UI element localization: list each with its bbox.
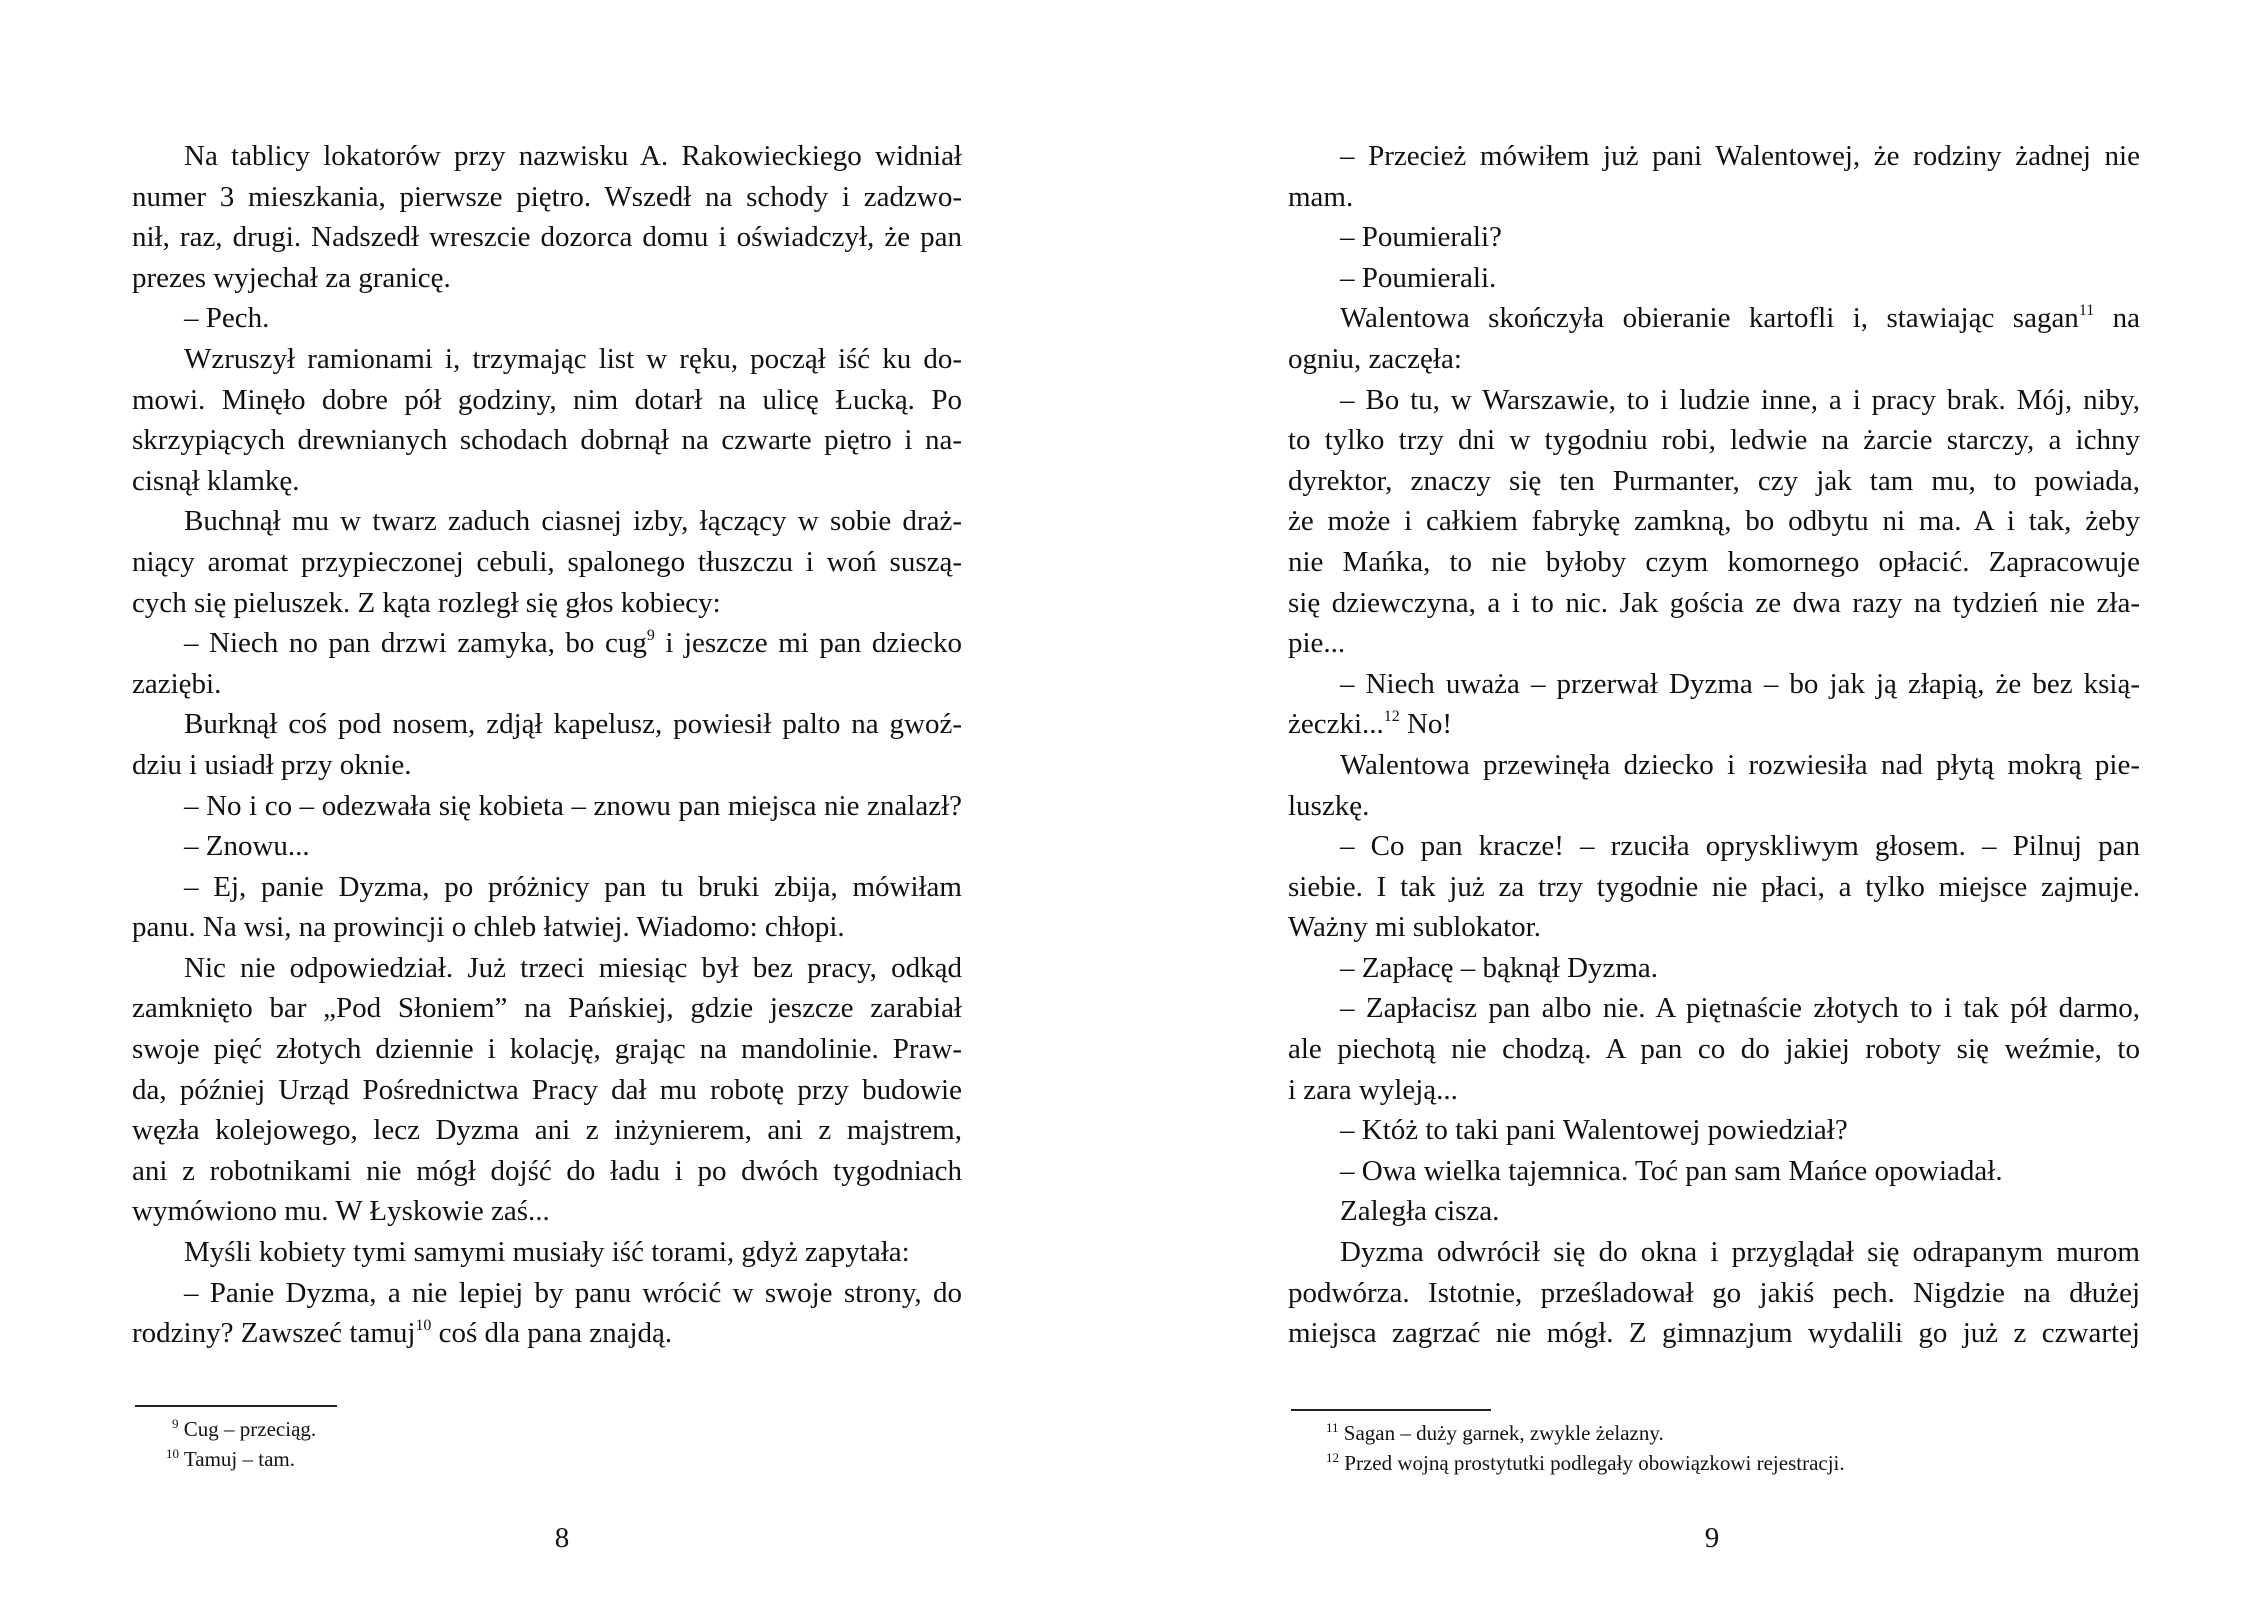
footnote-12 <box>1326 1448 1845 1478</box>
line-text: Buchnął mu w twarz zaduch ciasnej izby, łączący w sobie draż- <box>184 505 962 538</box>
line-text-after-ref: No! <box>1399 708 1453 741</box>
text-line <box>132 583 962 624</box>
line-text: rodziny? Zawszeć tamuj <box>132 1317 416 1350</box>
text-line <box>132 542 962 583</box>
line-text-after-ref: na <box>2094 302 2140 335</box>
text-line <box>1288 623 2140 664</box>
line-text: nił, raz, drugi. Nadszedł wreszcie dozorca domu i oświadczył, że pan <box>132 221 962 254</box>
text-line <box>132 1273 962 1314</box>
footnote-text: Przed wojną prostytutki podlegały obowiązkowi rejestracji. <box>1344 1451 1845 1475</box>
text-line <box>132 988 962 1029</box>
line-text: Wzruszył ramionami i, trzymając list w ręku, począł iść ku do- <box>184 342 962 375</box>
text-line <box>132 339 962 380</box>
footnote-number: 10 <box>166 1446 180 1462</box>
text-line <box>1288 420 2140 461</box>
text-line <box>132 298 962 339</box>
text-line <box>132 258 962 299</box>
line-text: siebie. I tak już za trzy tygodnie nie płaci, a tylko miejsce zajmuje. <box>1288 870 2140 903</box>
line-text: mam. <box>1288 180 1354 213</box>
footnote-text: Tamuj – tam. <box>183 1447 295 1471</box>
line-text: – Niech uważa – przerwał Dyzma – bo jak ją złapią, że bez ksią- <box>1340 667 2140 700</box>
line-text: – Któż to taki pani Walentowej powiedział? <box>1340 1114 1848 1147</box>
line-text: i zara wyleją... <box>1288 1073 1458 1106</box>
text-line <box>1288 948 2140 989</box>
text-line <box>1288 704 2140 745</box>
line-text: miejsca zagrzać nie mógł. Z gimnazjum wydalili go już z czwartej <box>1288 1317 2140 1350</box>
line-text: Walentowa przewinęła dziecko i rozwiesiła nad płytą mokrą pie- <box>1340 748 2140 781</box>
line-text: dziu i usiadł przy oknie. <box>132 748 412 781</box>
body-text <box>132 136 962 1354</box>
line-text: niący aromat przypieczonej cebuli, spalonego tłuszczu i woń suszą- <box>132 545 962 578</box>
line-text: – Znowu... <box>184 830 310 863</box>
line-text: dyrektor, znaczy się ten Purmanter, czy jak tam mu, to powiada, <box>1288 464 2140 497</box>
footnote-ref: 10 <box>415 1317 432 1335</box>
left-page <box>132 0 962 1615</box>
line-text: mowi. Minęło dobre pół godziny, nim dotarł na ulicę Łucką. Po <box>132 383 962 416</box>
text-line <box>132 1029 962 1070</box>
text-line <box>132 1232 962 1273</box>
line-text: swoje pięć złotych dziennie i kolację, grając na mandolinie. Praw- <box>132 1033 962 1066</box>
line-text: – Przecież mówiłem już pani Walentowej, że rodziny żadnej nie <box>1340 140 2140 172</box>
footnote-10 <box>166 1444 295 1474</box>
text-line <box>1288 258 2140 299</box>
line-text-after-ref: i jeszcze mi pan dziecko <box>654 627 962 660</box>
text-line <box>132 1151 962 1192</box>
text-line <box>132 420 962 461</box>
line-text: to tylko trzy dni w tygodniu robi, ledwie na żarcie starczy, a ichny <box>1288 424 2140 457</box>
text-line <box>1288 298 2140 339</box>
footnote-rule <box>135 1405 337 1407</box>
line-text: – Pech. <box>184 302 270 335</box>
line-text: – Owa wielka tajemnica. Toć pan sam Mańce opowiadał. <box>1340 1154 2003 1187</box>
line-text: się dziewczyna, a i to nic. Jak gościa ze dwa razy na tydzień nie zła- <box>1288 586 2140 619</box>
footnote-11 <box>1326 1418 1664 1448</box>
text-line <box>132 461 962 502</box>
text-line <box>132 177 962 218</box>
footnote-text: Sagan – duży garnek, zwykle żelazny. <box>1343 1421 1664 1445</box>
text-line <box>1288 1191 2140 1232</box>
line-text: ale piechotą nie chodzą. A pan co do jakiej roboty się weźmie, to <box>1288 1033 2140 1066</box>
line-text: zaziębi. <box>132 667 222 700</box>
page-number: 8 <box>554 1522 570 1554</box>
text-line <box>1288 664 2140 705</box>
line-text: – Poumierali? <box>1340 221 1502 254</box>
text-line <box>132 745 962 786</box>
footnote-text: Cug – przeciąg. <box>183 1417 317 1441</box>
line-text: – Zapłacisz pan albo nie. A piętnaście złotych to i tak pół darmo, <box>1340 992 2140 1025</box>
line-text: Walentowa skończyła obieranie kartofli i, stawiając sagan <box>1340 302 2079 335</box>
text-line <box>132 623 962 664</box>
footnote-ref: 9 <box>646 627 655 645</box>
text-line <box>132 704 962 745</box>
text-line <box>132 664 962 705</box>
line-text: Myśli kobiety tymi samymi musiały iść torami, gdyż zapytała: <box>184 1236 910 1269</box>
page-number: 9 <box>1704 1522 1720 1554</box>
line-text: pie... <box>1288 627 1346 660</box>
line-text: – Bo tu, w Warszawie, to i ludzie inne, a i pracy brak. Mój, niby, <box>1340 383 2140 416</box>
line-text: cych się pieluszek. Z kąta rozległ się głos kobiecy: <box>132 586 721 619</box>
line-text: – Panie Dyzma, a nie lepiej by panu wrócić w swoje strony, do <box>184 1276 962 1309</box>
line-text: nie Mańka, to nie byłoby czym komornego opłacić. Zapracowuje <box>1288 545 2140 578</box>
text-line <box>132 1070 962 1111</box>
text-line <box>132 907 962 948</box>
line-text: zamknięto bar „Pod Słoniem” na Pańskiej, gdzie jeszcze zarabiał <box>132 992 962 1025</box>
text-line <box>132 1313 962 1354</box>
line-text: – Co pan kracze! – rzuciła opryskliwym głosem. – Pilnuj pan <box>1340 830 2140 863</box>
line-text: – Zapłacę – bąknął Dyzma. <box>1340 951 1659 984</box>
line-text: panu. Na wsi, na prowincji o chleb łatwiej. Wiadomo: chłopi. <box>132 911 845 944</box>
text-line <box>1288 786 2140 827</box>
text-line <box>1288 339 2140 380</box>
footnote-number: 9 <box>172 1416 179 1432</box>
line-text: luszkę. <box>1288 789 1370 822</box>
line-text: cisnął klamkę. <box>132 464 300 497</box>
footnote-rule <box>1291 1409 1491 1411</box>
text-line <box>132 136 962 177</box>
body-text <box>1288 136 2140 1354</box>
text-line <box>1288 1110 2140 1151</box>
text-line <box>1288 745 2140 786</box>
line-text: – No i co – odezwała się kobieta – znowu pan miejsca nie znalazł? <box>184 789 962 822</box>
line-text: prezes wyjechał za granicę. <box>132 261 451 294</box>
text-line <box>132 1110 962 1151</box>
line-text: Dyzma odwrócił się do okna i przyglądał się odrapanym murom <box>1340 1236 2140 1269</box>
text-line <box>1288 1273 2140 1314</box>
text-line <box>1288 583 2140 624</box>
line-text-after-ref: coś dla pana znajdą. <box>431 1317 673 1350</box>
text-line <box>132 867 962 908</box>
text-line <box>1288 907 2140 948</box>
footnote-9 <box>172 1414 316 1444</box>
line-text: Nic nie odpowiedział. Już trzeci miesiąc był bez pracy, odkąd <box>184 951 962 984</box>
text-line <box>1288 1151 2140 1192</box>
text-line <box>1288 501 2140 542</box>
text-line <box>1288 1070 2140 1111</box>
text-line <box>1288 217 2140 258</box>
footnote-ref: 12 <box>1383 708 1400 726</box>
text-line <box>132 1191 962 1232</box>
footnote-ref: 11 <box>2078 302 2095 320</box>
text-line <box>1288 461 2140 502</box>
line-text: żeczki... <box>1288 708 1384 741</box>
text-line <box>1288 542 2140 583</box>
text-line <box>1288 136 2140 177</box>
text-line <box>1288 867 2140 908</box>
right-page <box>1288 0 2140 1615</box>
line-text: Na tablicy lokatorów przy nazwisku A. Rakowieckiego widniał <box>184 140 962 172</box>
text-line <box>1288 1029 2140 1070</box>
text-line <box>132 217 962 258</box>
line-text: – Niech no pan drzwi zamyka, bo cug <box>184 627 647 660</box>
text-line <box>132 786 962 827</box>
line-text: Burknął coś pod nosem, zdjął kapelusz, powiesił palto na gwoź- <box>184 708 962 741</box>
line-text: Ważny mi sublokator. <box>1288 911 1541 944</box>
line-text: że może i całkiem fabrykę zamkną, bo odbytu ni ma. A i tak, żeby <box>1288 505 2140 538</box>
line-text: – Poumierali. <box>1340 261 1497 294</box>
text-line <box>132 826 962 867</box>
text-line <box>1288 826 2140 867</box>
line-text: ani z robotnikami nie mógł dojść do ładu i po dwóch tygodniach <box>132 1154 962 1187</box>
text-line <box>132 380 962 421</box>
text-line <box>1288 1313 2140 1354</box>
text-line <box>132 501 962 542</box>
line-text: węzła kolejowego, lecz Dyzma ani z inżynierem, ani z majstrem, <box>132 1114 962 1147</box>
text-line <box>1288 177 2140 218</box>
text-line <box>1288 380 2140 421</box>
line-text: podwórza. Istotnie, prześladował go jakiś pech. Nigdzie na dłużej <box>1288 1276 2140 1309</box>
footnote-number: 12 <box>1326 1450 1340 1466</box>
line-text: skrzypiących drewnianych schodach dobrnął na czwarte piętro i na- <box>132 424 962 457</box>
line-text: ogniu, zaczęła: <box>1288 342 1462 375</box>
footnote-number: 11 <box>1326 1420 1339 1436</box>
text-line <box>1288 1232 2140 1273</box>
line-text: Zaległa cisza. <box>1340 1195 1500 1228</box>
line-text: da, później Urząd Pośrednictwa Pracy dał mu robotę przy budowie <box>132 1073 962 1106</box>
text-line <box>1288 988 2140 1029</box>
line-text: – Ej, panie Dyzma, po próżnicy pan tu bruki zbija, mówiłam <box>184 870 962 903</box>
line-text: numer 3 mieszkania, pierwsze piętro. Wszedł na schody i zadzwo- <box>132 180 962 213</box>
text-line <box>132 948 962 989</box>
line-text: wymówiono mu. W Łyskowie zaś... <box>132 1195 550 1228</box>
